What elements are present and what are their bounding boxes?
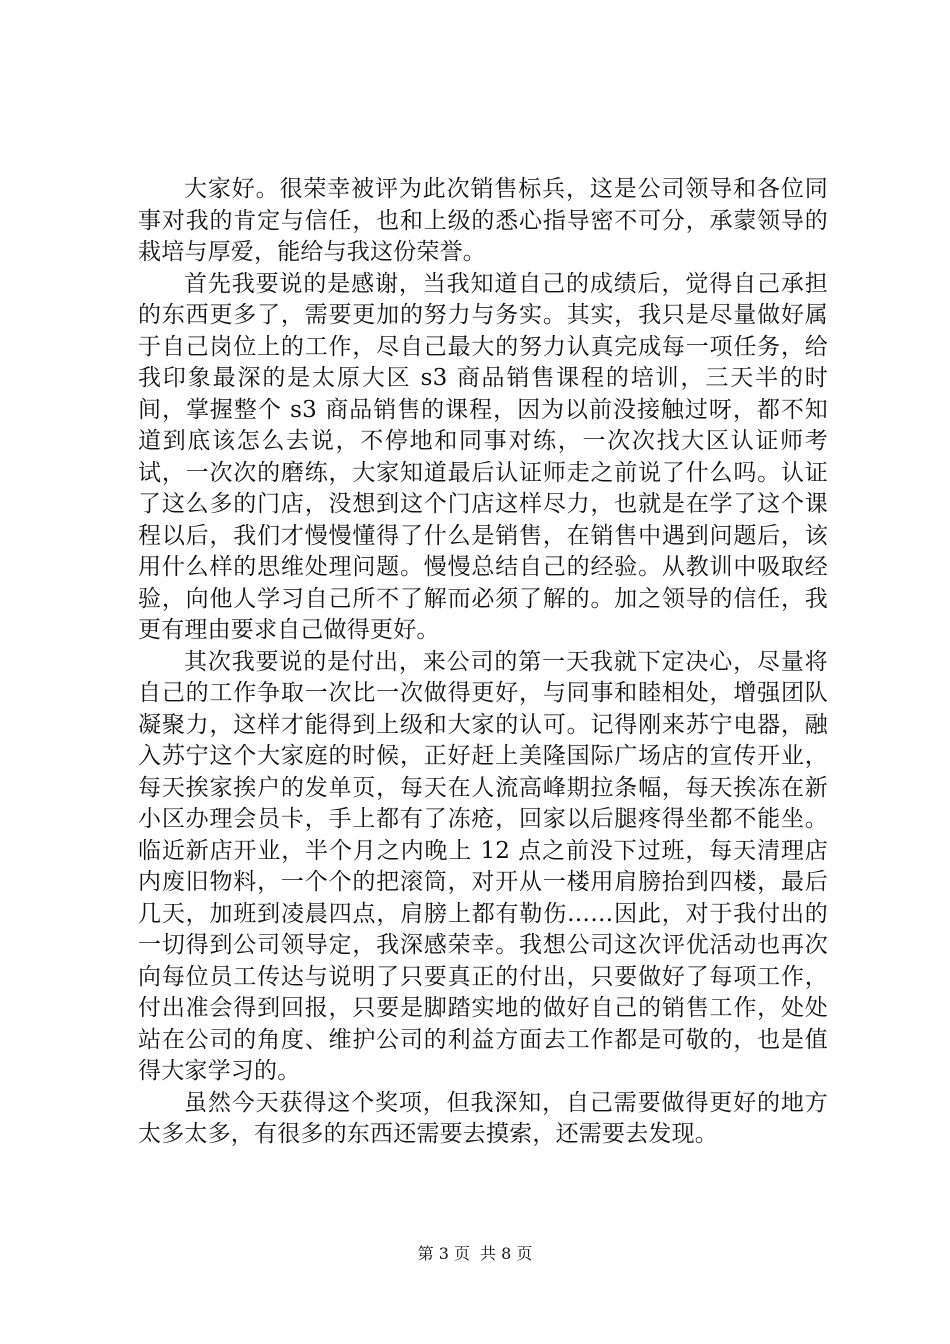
paragraph-gratitude: 首先我要说的是感谢，当我知道自己的成绩后，觉得自己承担的东西更多了，需要更加的努力与务实。其实，我只是尽量做好属于自己岗位上的工作，尽自己最大的努力认真完成每一项任务，给我印象最深的是太原大区 s3 商品销售课程的培训，三天半的时间，掌握整个 s3 商品销售的课程，因为以前没接触过呀，都不知道到底该怎么去说，不停地和同事对练，一次次找大区认证师考试，一次次的磨练，大家知道最后认证师走之前说了什么吗。认证了这么多的门店，没想到这个门店这样尽力，也就是在学了这个课程以后，我们才慢慢懂得了什么是销售，在销售中遇到问题后，该用什么样的思维处理问题。慢慢总结自己的经验。从教训中吸取经验，向他人学习自己所不了解而必须了解的。加之领导的信任，我更有理由要求自己做得更好。 [138, 270, 828, 643]
paragraph-dedication: 其次我要说的是付出，来公司的第一天我就下定决心，尽量将自己的工作争取一次比一次做得更好，与同事和睦相处，增强团队凝聚力，这样才能得到上级和大家的认可。记得刚来苏宁电器，融入苏宁这个大家庭的时候，正好赶上美隆国际广场店的宣传开业，每天挨家挨户的发单页，每天在人流高峰期拉条幅，每天挨冻在新小区办理会员卡，手上都有了冻疮，回家以后腿疼得坐都不能坐。临近新店开业，半个月之内晚上 12 点之前没下过班，每天清理店内废旧物料，一个个的把滚筒，对开从一楼用肩膀抬到四楼，最后几天，加班到凌晨四点，肩膀上都有勒伤……因此，对于我付出的一切得到公司领导定，我深感荣幸。我想公司这次评优活动也再次向每位员工传达与说明了只要真正的付出，只要做好了每项工作，付出准会得到回报，只要是脚踏实地的做好自己的销售工作，处处站在公司的角度、维护公司的利益方面去工作都是可敬的，也是值得大家学习的。 [138, 648, 828, 1084]
page-footer [0, 1244, 950, 1264]
paragraph-closing: 虽然今天获得这个奖项，但我深知，自己需要做得更好的地方太多太多，有很多的东西还需要去摸索，还需要去发现。 [138, 1089, 828, 1147]
page-total: 共 8 页 [480, 1244, 533, 1263]
document-body [138, 174, 828, 1151]
page-number: 第 3 页 [417, 1244, 470, 1263]
paragraph-greeting: 大家好。很荣幸被评为此次销售标兵，这是公司领导和各位同事对我的肯定与信任，也和上级的悉心指导密不可分，承蒙领导的栽培与厚爱，能给与我这份荣誉。 [138, 176, 828, 265]
